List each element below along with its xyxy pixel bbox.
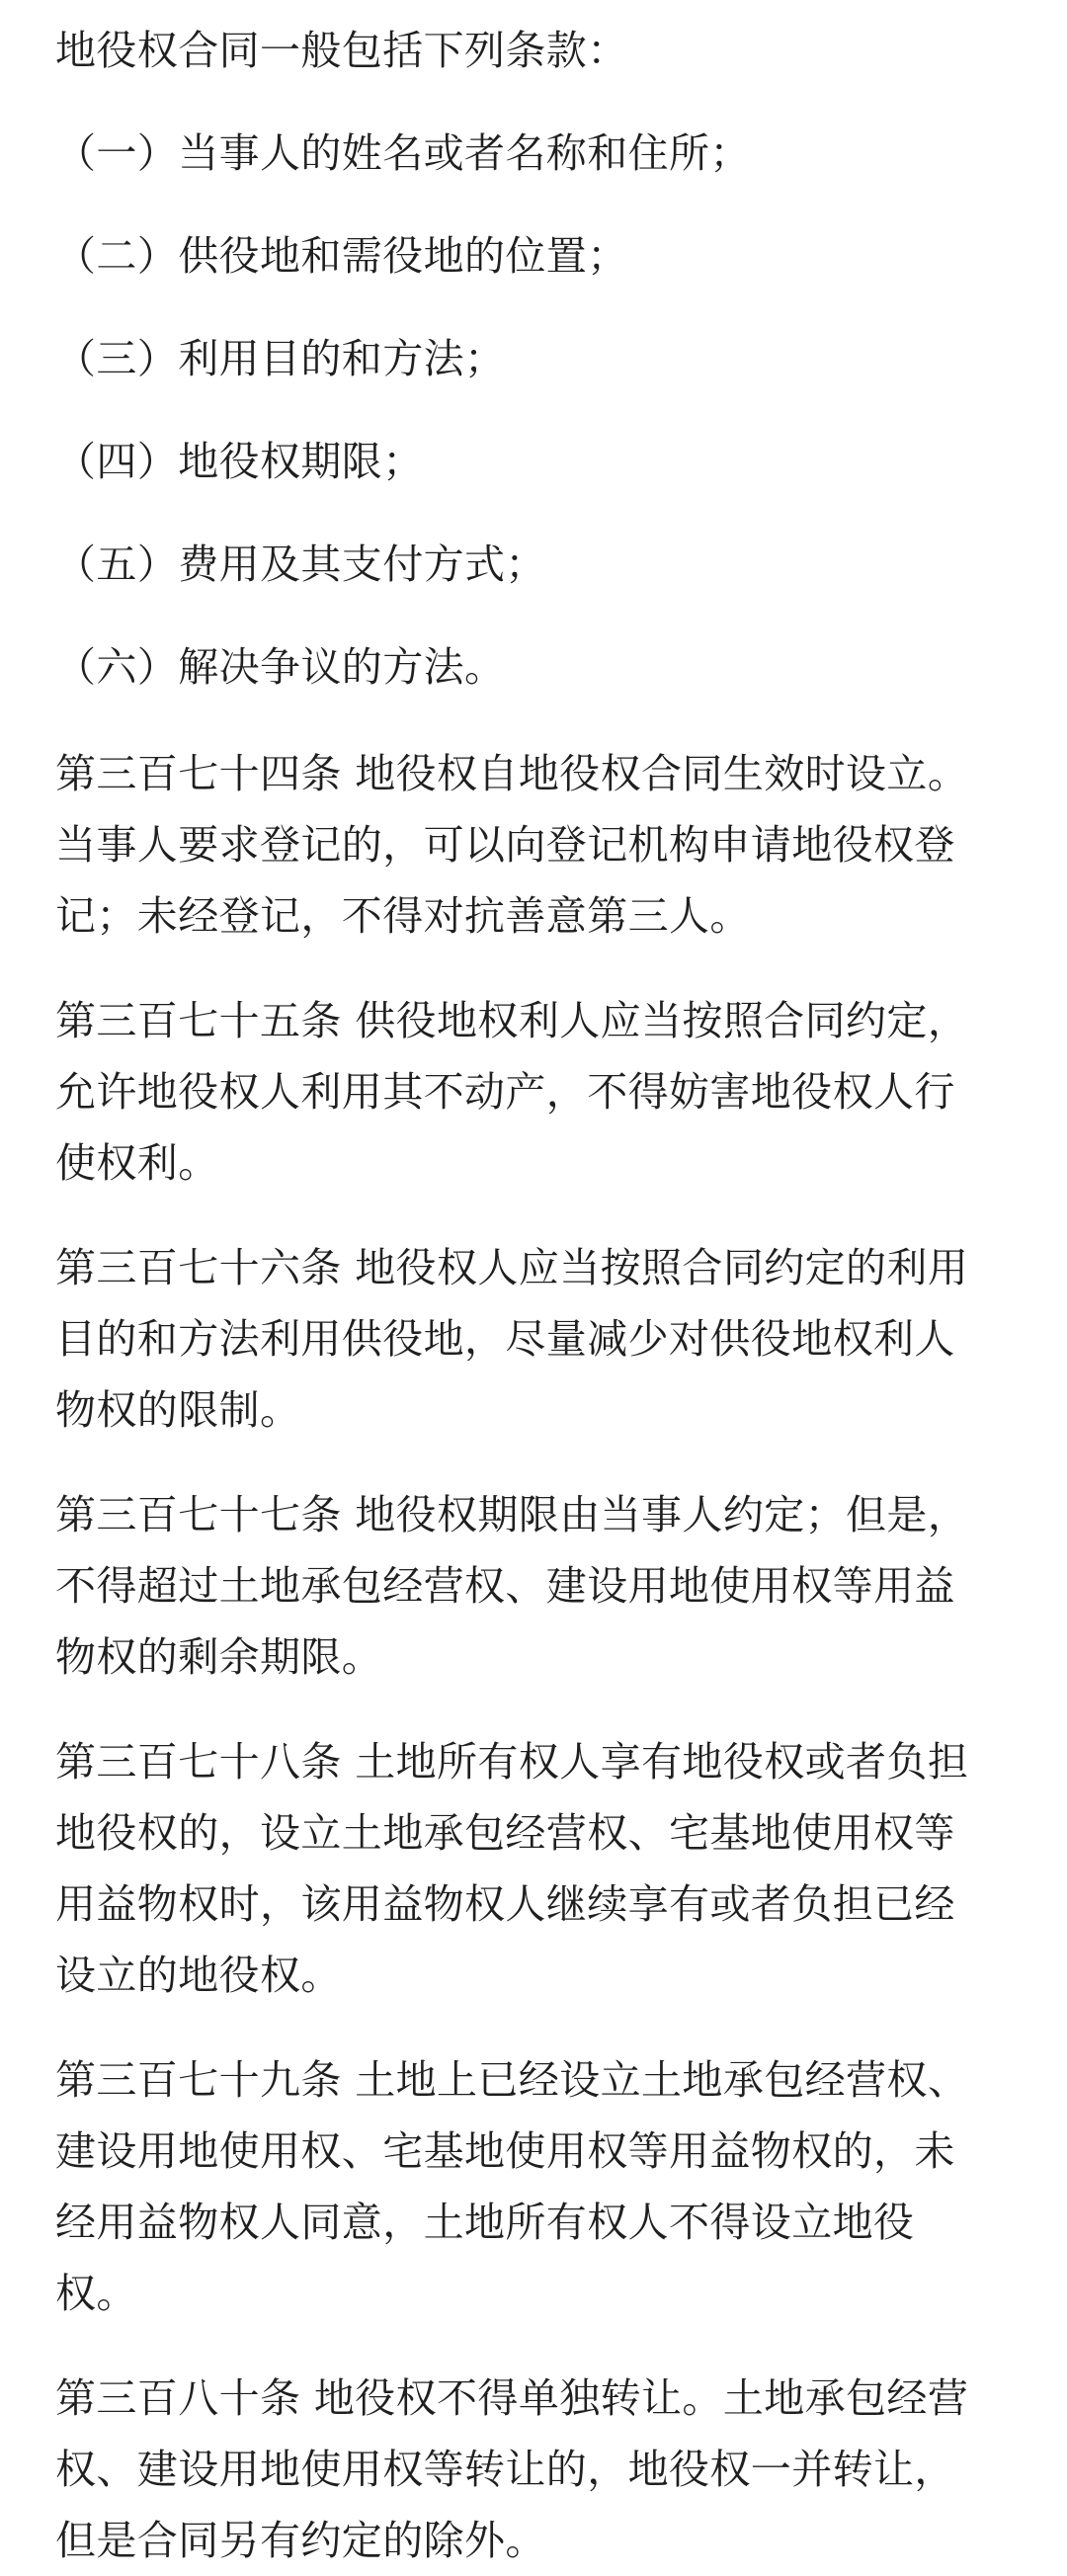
article-375	[55, 985, 1024, 1199]
article-line: 使权利。	[55, 1139, 219, 1187]
clause-text: （四）地役权期限；	[55, 438, 424, 485]
article-line: 当事人要求登记的，可以向登记机构申请地役权登	[55, 821, 955, 869]
document-body	[55, 0, 1024, 2576]
article-line: 权、建设用地使用权等转让的，地役权一并转让，	[55, 2446, 955, 2493]
clause-item	[55, 220, 1024, 291]
clause-text: （三）利用目的和方法；	[55, 335, 506, 382]
clause-text: （一）当事人的姓名或者名称和住所；	[55, 129, 751, 177]
article-line: 第三百八十条 地役权不得单独转让。土地承包经营	[55, 2374, 969, 2422]
article-line: 地役权的，设立土地承包经营权、宅基地使用权等	[55, 1809, 955, 1857]
article-line: 记；未经登记，不得对抗善意第三人。	[55, 892, 751, 940]
clause-item	[55, 118, 1024, 189]
article-378	[55, 1726, 1024, 2011]
article-line: 第三百七十四条 地役权自地役权合同生效时设立。	[55, 750, 969, 797]
article-line: 设立的地役权。	[55, 1952, 342, 1999]
clause-item	[55, 323, 1024, 394]
article-line: 第三百七十六条 地役权人应当按照合同约定的利用	[55, 1244, 969, 1291]
clause-item	[55, 631, 1024, 703]
article-line: 第三百七十九条 土地上已经设立土地承包经营权、	[55, 2056, 969, 2104]
clause-item	[55, 426, 1024, 497]
article-line: 物权的剩余期限。	[55, 1633, 383, 1681]
article-line: 经用益物权人同意，土地所有权人不得设立地役	[55, 2199, 915, 2246]
intro-text: 地役权合同一般包括下列条款：	[55, 27, 628, 74]
article-line: 权。	[55, 2270, 137, 2317]
clause-text: （二）供役地和需役地的位置；	[55, 232, 628, 280]
article-line: 第三百七十八条 土地所有权人享有地役权或者负担	[55, 1738, 969, 1786]
article-line: 不得超过土地承包经营权、建设用地使用权等用益	[55, 1562, 955, 1610]
article-line: 物权的限制。	[55, 1386, 301, 1434]
article-line: 但是合同另有约定的除外。	[55, 2517, 546, 2564]
article-line: 第三百七十五条 供役地权利人应当按照合同约定，	[55, 997, 969, 1044]
clause-text: （六）解决争议的方法。	[55, 643, 506, 691]
article-376	[55, 1232, 1024, 1446]
article-374	[55, 738, 1024, 952]
intro-paragraph	[55, 15, 1024, 86]
article-line: 用益物权时，该用益物权人继续享有或者负担已经	[55, 1880, 955, 1928]
clause-item	[55, 529, 1024, 600]
article-380	[55, 2363, 1024, 2576]
article-line: 允许地役权人利用其不动产，不得妨害地役权人行	[55, 1068, 955, 1116]
article-line: 目的和方法利用供役地，尽量减少对供役地权利人	[55, 1315, 955, 1363]
article-379	[55, 2044, 1024, 2329]
article-377	[55, 1479, 1024, 1693]
article-line: 第三百七十七条 地役权期限由当事人约定；但是，	[55, 1491, 969, 1538]
article-line: 建设用地使用权、宅基地使用权等用益物权的，未	[55, 2127, 955, 2175]
clause-text: （五）费用及其支付方式；	[55, 540, 546, 588]
